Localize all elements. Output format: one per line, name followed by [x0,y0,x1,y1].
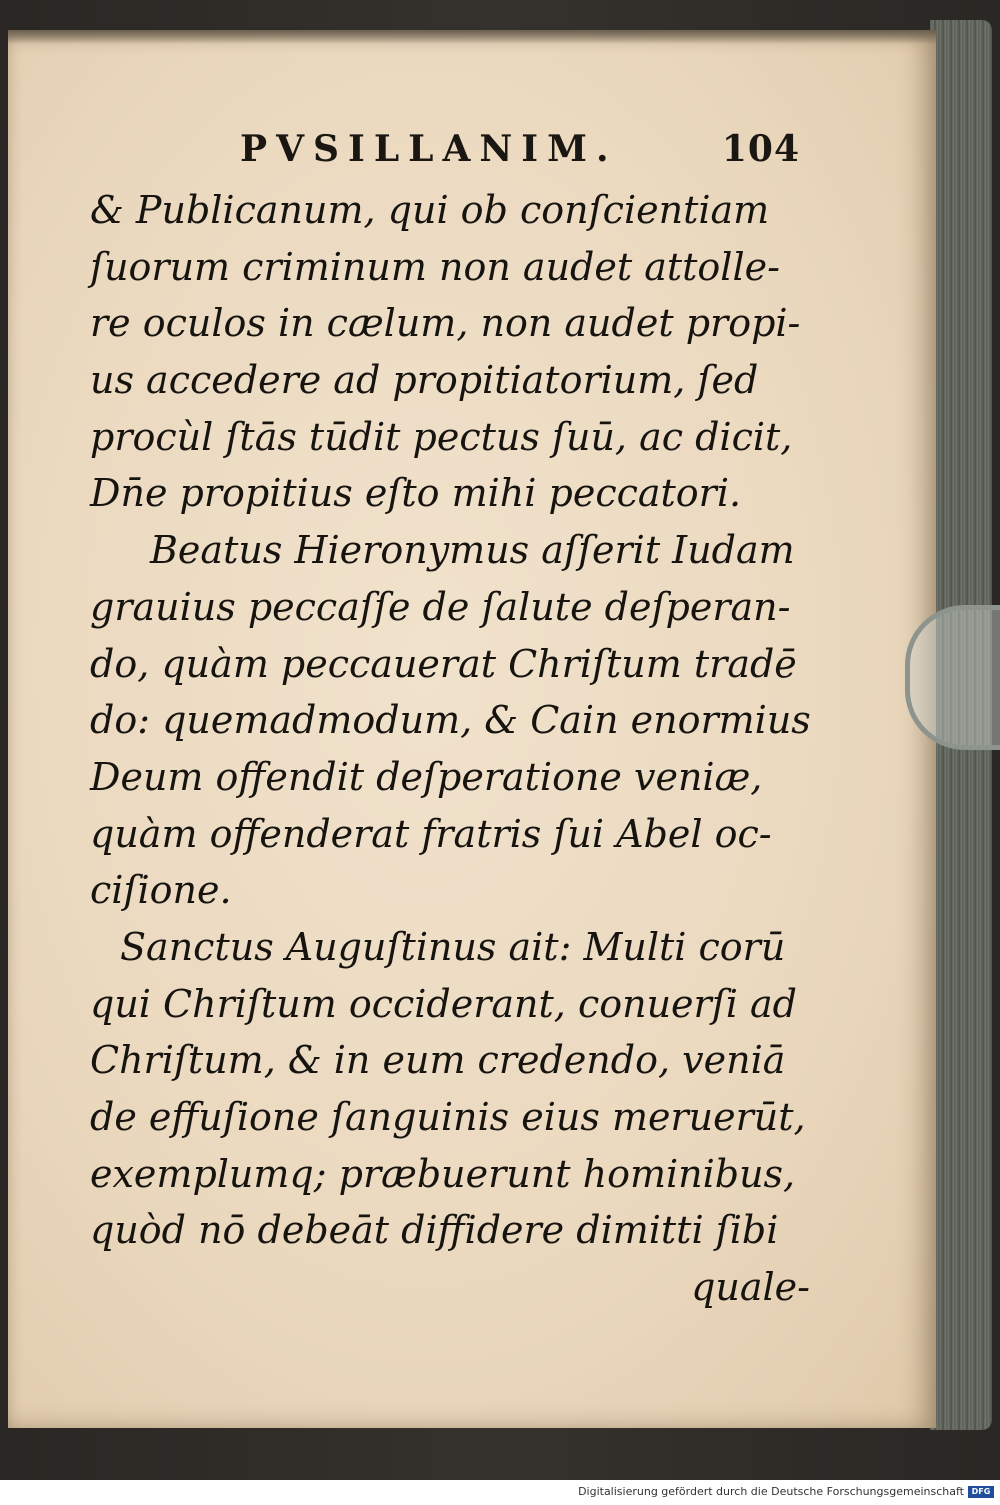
text-line: Dn̄e propitius eſto mihi peccatori. [90,471,742,516]
text-line: us accedere ad propitiatorium, ſed [90,358,759,403]
text-line: Sanctus Auguſtinus ait: Multi corū [120,924,786,969]
text-line: quàm offenderat fratris ſui Abel oc- [90,811,772,856]
funding-credit: Digitalisierung gefördert durch die Deutsche Forschungsgemeinschaft [578,1485,964,1498]
text-line: & Publicanum, qui ob conſcientiam [90,188,770,232]
footer-bar [0,1480,1000,1505]
text-line: re oculos in cælum, non audet propi- [90,301,801,346]
text-line: Deum offendit deſperatione veniæ, [90,754,763,799]
body-text [90,182,810,1316]
text-line: do, quàm peccauerat Chriſtum tradē [90,641,797,686]
text-line: do: quemadmodum, & Cain enormius [90,698,811,743]
text-line: exemplumq; præbuerunt hominibus, [90,1151,796,1196]
running-title: PVSILLANIM. [240,128,618,170]
text-line: grauius peccaſſe de ſalute deſperan- [90,584,791,629]
text-line: ciſione. [90,868,232,913]
text-line: qui Chriſtum occiderant, conuerſi ad [90,981,797,1026]
page-number: 104 [721,128,800,170]
page-clip [905,605,1000,750]
dfg-logo: DFG [968,1486,994,1498]
text-line: ſuorum criminum non audet attolle- [90,244,780,289]
text-line: Beatus Hieronymus aſſerit Iudam [150,528,795,573]
text-line: de effuſione ſanguinis eius meruerūt, [90,1095,806,1139]
text-line: Chriſtum, & in eum credendo, veniā [90,1038,786,1083]
running-head [240,128,800,178]
text-line: quòd nō debeāt diffidere dimitti ſibi [90,1208,779,1253]
text-line: procùl ſtās tūdit pectus ſuū, ac dicit, [90,414,793,459]
page-shadow [8,30,936,44]
catchword: quale- [691,1265,810,1310]
